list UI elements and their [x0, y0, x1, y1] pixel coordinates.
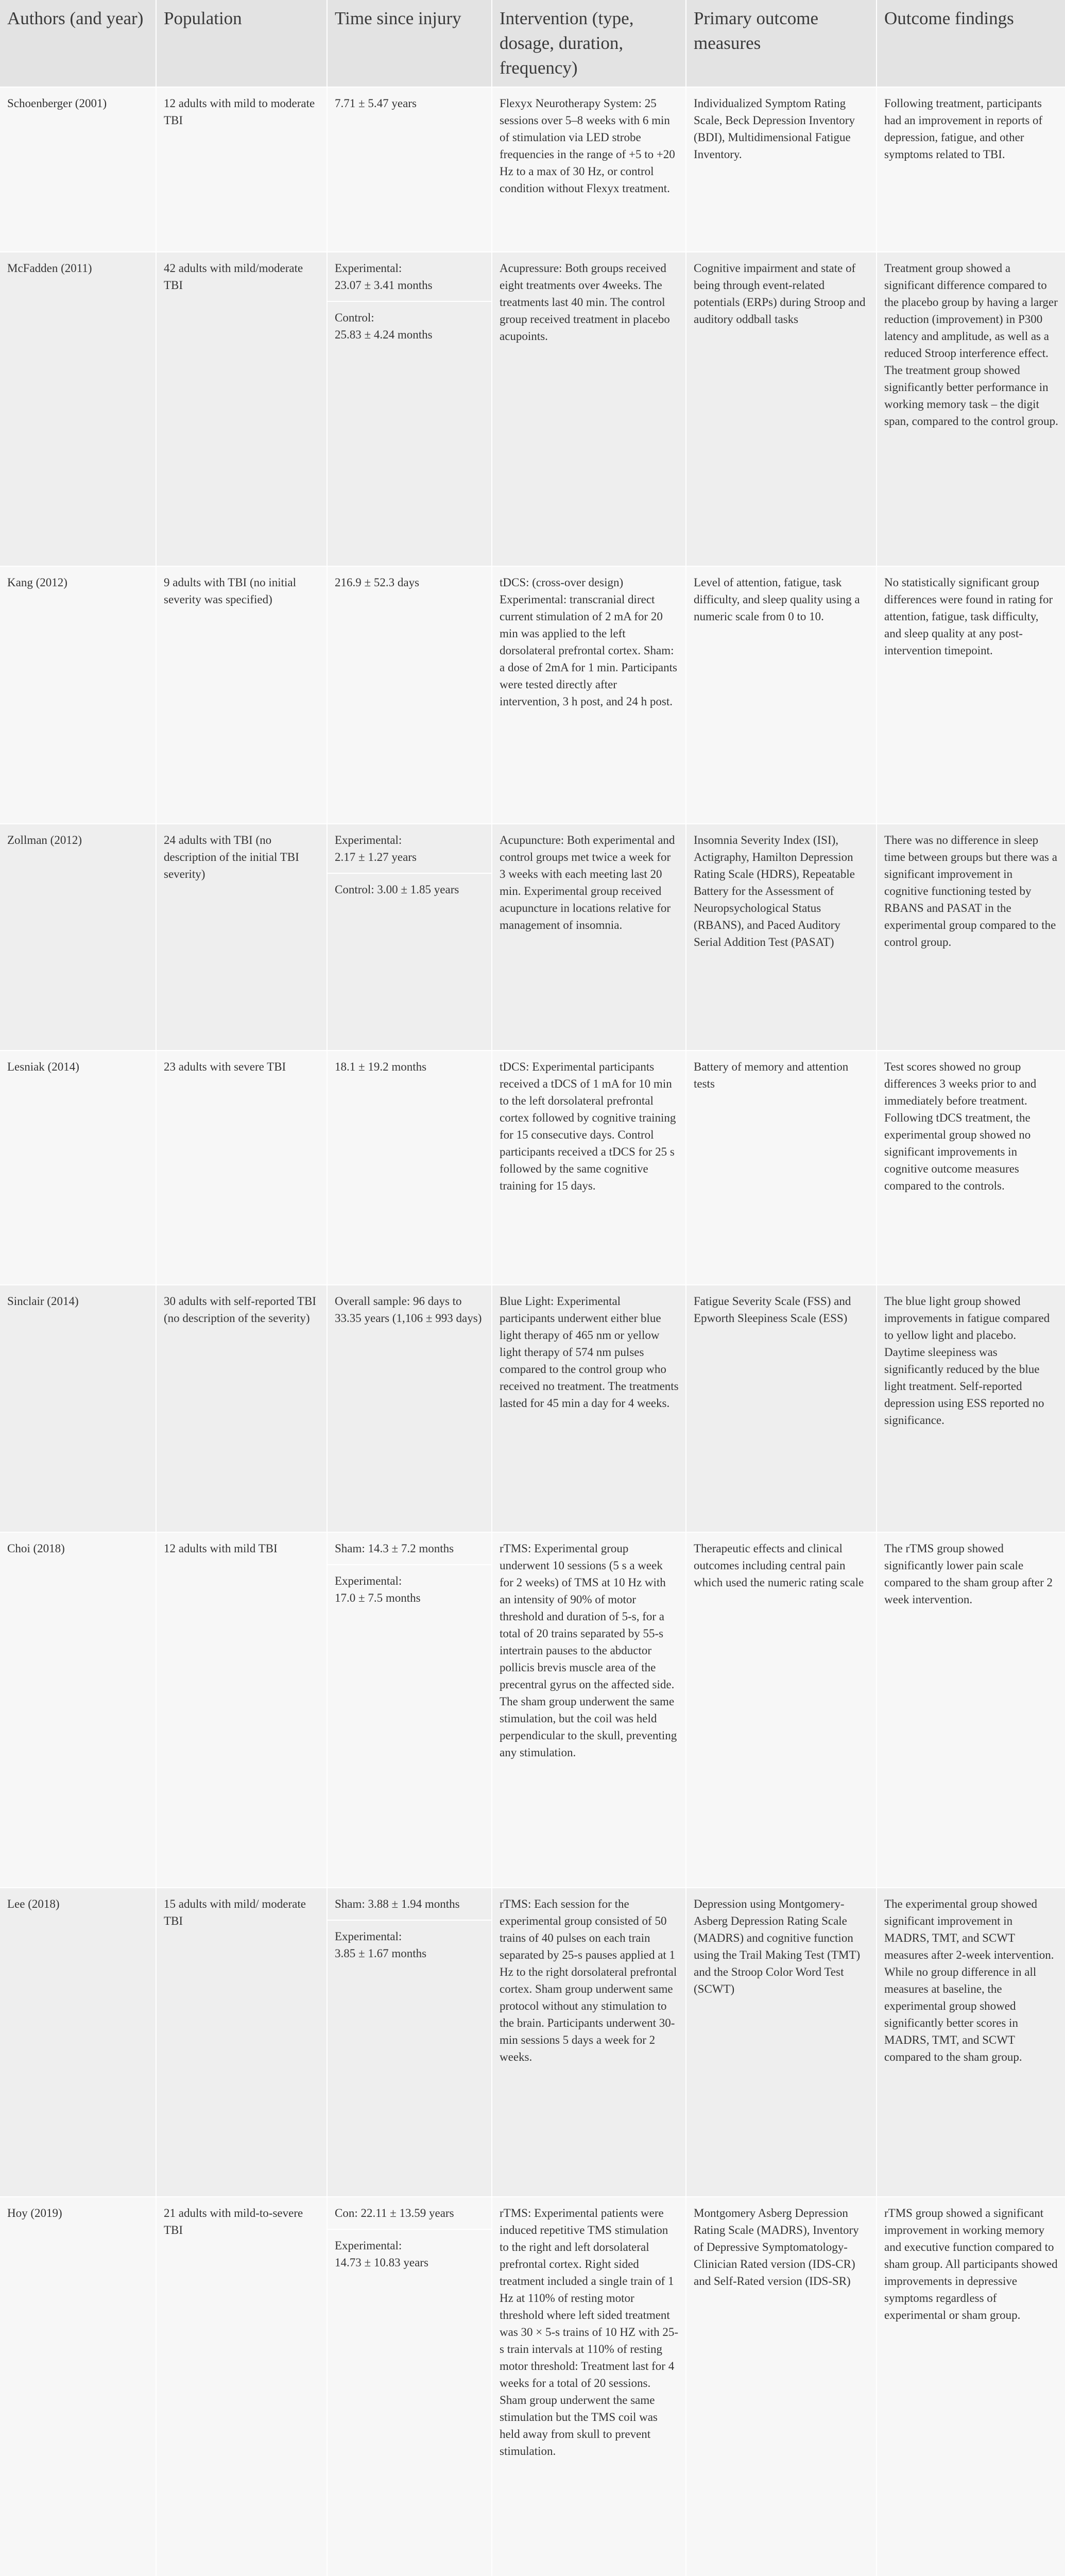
table-row [0, 252, 1065, 566]
header-author: Authors (and year) [0, 0, 156, 87]
cell-intervention: rTMS: Each session for the experimental group consisted of 50 trains of 40 pulses on each train separated by 25-s pauses applied at 1 Hz to the right dorsolateral prefrontal cortex. Sham group underwent same protocol without any stimulation to the brain. Participants underwent 30-min sessions 5 days a week for 2 weeks. [492, 1888, 686, 2197]
cell-measures: Battery of memory and attention tests [686, 1050, 877, 1285]
cell-time-since-injury [327, 824, 492, 1050]
cell-population: 21 adults with mild-to-severe TBI [156, 2197, 327, 2576]
cell-author: Sinclair (2014) [0, 1285, 156, 1532]
cell-measures: Individualized Symptom Rating Scale, Beck Depression Inventory (BDI), Multidimensional Fatigue Inventory. [686, 87, 877, 252]
cell-findings: The blue light group showed improvements in fatigue compared to yellow light and placebo. Daytime sleepiness was significantly reduced by the blue light treatment. Self-reported depression using ESS reported no significance. [877, 1285, 1065, 1532]
time-group [328, 1051, 491, 1082]
time-group [328, 301, 491, 350]
cell-author: Zollman (2012) [0, 824, 156, 1050]
cell-time-since-injury [327, 566, 492, 824]
cell-time-since-injury [327, 1050, 492, 1285]
table-row [0, 1532, 1065, 1888]
cell-time-since-injury [327, 1888, 492, 2197]
time-group-value: 14.73 ± 10.83 years [335, 2256, 428, 2269]
time-group [328, 1888, 491, 1920]
cell-intervention: Blue Light: Experimental participants underwent either blue light therapy of 465 nm or yellow light therapy of 574 nm pulses compared to the control group who received no treatment. The treatments lasted for 45 min a day for 4 weeks. [492, 1285, 686, 1532]
header-time: Time since injury [327, 0, 492, 87]
time-group-value: 2.17 ± 1.27 years [335, 851, 417, 863]
time-group-value: 23.07 ± 3.41 months [335, 279, 433, 292]
cell-population: 23 adults with severe TBI [156, 1050, 327, 1285]
cell-author: Lesniak (2014) [0, 1050, 156, 1285]
time-group [328, 1920, 491, 1969]
table-header [0, 0, 1065, 87]
time-group-value: 216.9 ± 52.3 days [335, 576, 420, 589]
cell-population: 12 adults with mild to moderate TBI [156, 87, 327, 252]
time-group-value: 7.71 ± 5.47 years [335, 97, 417, 110]
cell-intervention: tDCS: Experimental participants received a tDCS of 1 mA for 10 min to the left dorsolateral prefrontal cortex followed by cognitive training for 15 consecutive days. Control participants received a tDCS for 25 s followed by the same cognitive training for 15 days. [492, 1050, 686, 1285]
table-row [0, 2197, 1065, 2576]
cell-findings: Treatment group showed a significant difference compared to the placebo group by having a larger reduction (improvement) in P300 latency and amplitude, as well as a reduced Stroop interference effect. The treatment group showed significantly better performance in working memory task – the digit span, compared to the control group. [877, 252, 1065, 566]
time-group-label: Experimental: [335, 1930, 402, 1943]
cell-time-since-injury [327, 1285, 492, 1532]
time-group [328, 567, 491, 598]
time-group-value: Con: 22.11 ± 13.59 years [335, 2207, 454, 2219]
cell-intervention: tDCS: (cross-over design) Experimental: transcranial direct current stimulation of 2 mA for 20 min was applied to the left dorsolateral prefrontal cortex. Sham: a dose of 2mA for 1 min. Participants were tested directly after intervention, 3 h post, and 24 h post. [492, 566, 686, 824]
cell-measures: Therapeutic effects and clinical outcomes including central pain which used the numeric rating scale [686, 1532, 877, 1888]
table-row [0, 1285, 1065, 1532]
cell-author: McFadden (2011) [0, 252, 156, 566]
time-group-value: 18.1 ± 19.2 months [335, 1060, 427, 1073]
table-body [0, 87, 1065, 2576]
cell-author: Schoenberger (2001) [0, 87, 156, 252]
cell-population: 24 adults with TBI (no description of the initial TBI severity) [156, 824, 327, 1050]
cell-time-since-injury [327, 87, 492, 252]
time-group-value: Control: 3.00 ± 1.85 years [335, 883, 459, 896]
cell-findings: Following treatment, participants had an improvement in reports of depression, fatigue, and other symptoms related to TBI. [877, 87, 1065, 252]
time-group [328, 1285, 491, 1334]
header-measures: Primary outcome measures [686, 0, 877, 87]
cell-intervention: rTMS: Experimental group underwent 10 sessions (5 s a week for 2 weeks) of TMS at 10 Hz with an intensity of 90% of motor threshold and duration of 5-s, for a total of 20 trains separated by 55-s intertrain pauses to the abductor pollicis brevis muscle area of the precentral gyrus on the affected side. The sham group underwent the same stimulation, but the coil was held perpendicular to the skull, preventing any stimulation. [492, 1532, 686, 1888]
cell-population: 15 adults with mild/ moderate TBI [156, 1888, 327, 2197]
time-group-label: Experimental: [335, 262, 402, 275]
time-group-value: 3.85 ± 1.67 months [335, 1947, 427, 1960]
header-intervention: Intervention (type, dosage, duration, frequency) [492, 0, 686, 87]
cell-measures: Cognitive impairment and state of being through event-related potentials (ERPs) during Stroop and auditory oddball tasks [686, 252, 877, 566]
cell-time-since-injury [327, 1532, 492, 1888]
cell-intervention: Flexyx Neurotherapy System: 25 sessions over 5–8 weeks with 6 min of stimulation via LED strobe frequencies in the range of +5 to +20 Hz to a max of 30 Hz, or control condition without Flexyx treatment. [492, 87, 686, 252]
time-group-value: 25.83 ± 4.24 months [335, 328, 433, 341]
time-group [328, 2197, 491, 2229]
time-group [328, 1564, 491, 1614]
cell-population: 12 adults with mild TBI [156, 1532, 327, 1888]
time-group [328, 2229, 491, 2278]
cell-population: 30 adults with self-reported TBI (no description of the severity) [156, 1285, 327, 1532]
cell-findings: No statistically significant group differences were found in rating for attention, fatigue, task difficulty, and sleep quality at any post-intervention timepoint. [877, 566, 1065, 824]
cell-measures: Depression using Montgomery-Asberg Depression Rating Scale (MADRS) and cognitive function using the Trail Making Test (TMT) and the Stroop Color Word Test (SCWT) [686, 1888, 877, 2197]
table-row [0, 1050, 1065, 1285]
cell-intervention: Acupuncture: Both experimental and control groups met twice a week for 3 weeks with each meeting last 20 min. Experimental group received acupuncture in locations relative for management of insomnia. [492, 824, 686, 1050]
cell-measures: Montgomery Asberg Depression Rating Scale (MADRS), Inventory of Depressive Symptomatology-Clinician Rated version (IDS-CR) and Self-Rated version (IDS-SR) [686, 2197, 877, 2576]
cell-author: Kang (2012) [0, 566, 156, 824]
cell-findings: There was no difference in sleep time between groups but there was a significant improvement in cognitive functioning tested by RBANS and PASAT in the experimental group compared to the control group. [877, 824, 1065, 1050]
cell-measures: Level of attention, fatigue, task difficulty, and sleep quality using a numeric scale from 0 to 10. [686, 566, 877, 824]
time-group-label: Experimental: [335, 834, 402, 846]
cell-intervention: Acupressure: Both groups received eight treatments over 4weeks. The treatments last 40 min. The control group received treatment in placebo acupoints. [492, 252, 686, 566]
cell-findings: Test scores showed no group differences 3 weeks prior to and immediately before treatment. Following tDCS treatment, the experimental group showed no significant improvements in cognitive outcome measures compared to the controls. [877, 1050, 1065, 1285]
time-group [328, 252, 491, 301]
cell-measures: Insomnia Severity Index (ISI), Actigraphy, Hamilton Depression Rating Scale (HDRS), Repeatable Battery for the Assessment of Neuropsychological Status (RBANS), and Paced Auditory Serial Addition Test (PASAT) [686, 824, 877, 1050]
cell-author: Hoy (2019) [0, 2197, 156, 2576]
time-group-label: Experimental: [335, 1574, 402, 1587]
time-group-value: Sham: 14.3 ± 7.2 months [335, 1542, 454, 1555]
cell-time-since-injury [327, 252, 492, 566]
time-group [328, 873, 491, 905]
header-row [0, 0, 1065, 87]
cell-findings: The experimental group showed significant improvement in MADRS, TMT, and SCWT measures after 2-week intervention. While no group difference in all measures at baseline, the experimental group showed significantly better scores in MADRS, TMT, and SCWT compared to the sham group. [877, 1888, 1065, 2197]
cell-population: 42 adults with mild/moderate TBI [156, 252, 327, 566]
header-population: Population [156, 0, 327, 87]
header-findings: Outcome findings [877, 0, 1065, 87]
time-group-value: Sham: 3.88 ± 1.94 months [335, 1897, 460, 1910]
cell-measures: Fatigue Severity Scale (FSS) and Epworth Sleepiness Scale (ESS) [686, 1285, 877, 1532]
time-group-value: Overall sample: 96 days to 33.35 years (1,106 ± 993 days) [335, 1295, 482, 1325]
cell-findings: The rTMS group showed significantly lower pain scale compared to the sham group after 2 week intervention. [877, 1532, 1065, 1888]
table-row [0, 1888, 1065, 2197]
table-row [0, 566, 1065, 824]
cell-findings: rTMS group showed a significant improvement in working memory and executive function compared to sham group. All participants showed improvements in depressive symptoms regardless of experimental or sham group. [877, 2197, 1065, 2576]
cell-intervention: rTMS: Experimental patients were induced repetitive TMS stimulation to the right and left dorsolateral prefrontal cortex. Right sided treatment included a single train of 1 Hz at 110% of resting motor threshold where left sided treatment was 30 × 5-s trains of 10 HZ with 25-s train intervals at 110% of resting motor threshold: Treatment last for 4 weeks for a total of 20 sessions. Sham group underwent the same stimulation but the TMS coil was held away from skull to prevent stimulation. [492, 2197, 686, 2576]
time-group [328, 88, 491, 119]
time-group-label: Control: [335, 311, 374, 324]
cell-author: Choi (2018) [0, 1532, 156, 1888]
time-group [328, 824, 491, 873]
time-group [328, 1533, 491, 1564]
time-group-label: Experimental: [335, 2239, 402, 2252]
table-row [0, 87, 1065, 252]
time-group-value: 17.0 ± 7.5 months [335, 1591, 421, 1604]
cell-time-since-injury [327, 2197, 492, 2576]
table-row [0, 824, 1065, 1050]
cell-population: 9 adults with TBI (no initial severity was specified) [156, 566, 327, 824]
cell-author: Lee (2018) [0, 1888, 156, 2197]
